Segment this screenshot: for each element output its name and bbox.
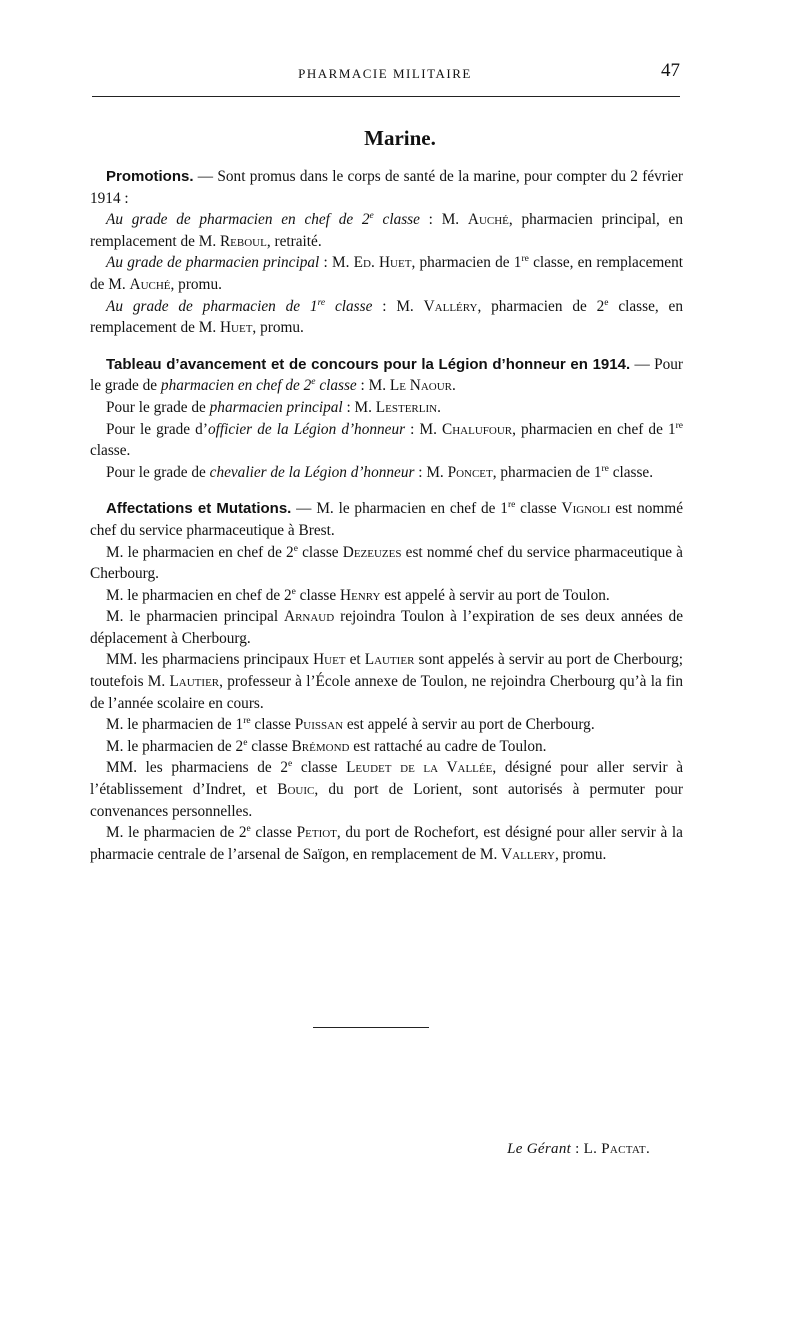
person-name: Arnaud (284, 608, 335, 626)
grade-label: Au grade de pharmacien de 1re classe (106, 297, 373, 315)
tableau-heading: Tableau d’avancement et de concours pour la Légion d’honneur en 1914. (106, 355, 631, 373)
person-name: Bouic (277, 781, 315, 799)
promotion-item: Au grade de pharmacien en chef de 2e classe : M. Auché, pharmacien principal, en remplacement de M. Reboul, retraité. (90, 211, 683, 250)
person-name: Chalufour (442, 420, 513, 438)
promotion-item: Au grade de pharmacien de 1re classe : M. Valléry, pharmacien de 2e classe, en remplacement de M. Huet, promu. (90, 297, 683, 337)
person-name: Petiot (296, 824, 337, 842)
affectation-item: M. le pharmacien de 2e classe Petiot, du port de Rochefort, est désigné pour aller servir à la pharmacie centrale de l’arsenal de Saïgon, en remplacement de M. Vallery, promu. (90, 824, 683, 863)
person-name: Leudet de la Vallée (346, 759, 493, 777)
affectation-item: MM. les pharmaciens principaux Huet et Lautier sont appelés à servir au port de Cherbourg; toutefois M. Lautier, professeur à l’École annexe de Toulon, ne rejoindra Cherbourg qu’à la fin de l’année scolaire en cours. (90, 651, 683, 712)
tableau-item: Pour le grade d’officier de la Légion d’honneur : M. Chalufour, pharmacien en chef de 1re classe. (90, 420, 683, 460)
affectation-item: MM. les pharmaciens de 2e classe Leudet de la Vallée, désigné pour aller servir à l’établissement d’Indret, et Bouic, du port de Lorient, sont autorisés à permuter pour convenances personnelles. (90, 759, 683, 820)
page-number: 47 (661, 60, 680, 81)
signature-name: L. Pactat. (583, 1141, 650, 1157)
person-name: Lautier (364, 651, 415, 669)
tableau-item: Pour le grade de pharmacien principal : M. Lesterlin. (106, 398, 441, 416)
person-name: Brémond (291, 737, 350, 755)
grade-label: pharmacien en chef de 2e classe (160, 377, 357, 395)
signature: Le Gérant : L. Pactat. (507, 1141, 650, 1157)
signature-label: Le Gérant (507, 1141, 572, 1157)
affectation-item: M. le pharmacien en chef de 2e classe Dezeuzes est nommé chef du service pharmaceutique à Cherbourg. (90, 543, 683, 583)
affectations-heading: Affectations et Mutations. (106, 500, 292, 518)
person-name: Valléry (423, 297, 478, 315)
person-name: Puissan (294, 716, 344, 734)
body-text (90, 166, 683, 865)
grade-label: Au grade de pharmacien en chef de 2e classe (106, 211, 420, 229)
running-title: PHARMACIE MILITAIRE (298, 66, 472, 81)
affectation-item: Affectations et Mutations. — M. le pharmacien en chef de 1re classe Vignoli est nommé chef du service pharmaceutique à Brest. (90, 500, 683, 539)
person-name: Huet (219, 319, 253, 337)
section-gap (90, 339, 683, 354)
person-name: Lesterlin (375, 398, 438, 416)
tableau-item: Pour le grade de chevalier de la Légion d’honneur : M. Poncet, pharmacien de 1re classe. (106, 463, 654, 481)
person-name: Dezeuzes (342, 543, 402, 561)
person-name: Auché (467, 211, 509, 229)
grade-label: officier de la Légion d’honneur (207, 420, 406, 438)
person-name: Auché (129, 275, 171, 293)
affectation-item: M. le pharmacien de 2e classe Brémond est rattaché au cadre de Toulon. (106, 737, 547, 755)
person-name: Reboul (219, 232, 267, 250)
tableau-item: Tableau d’avancement et de concours pour la Légion d’honneur en 1914. — Pour le grade de pharmacien en chef de 2e classe : M. Le Naour. (90, 355, 683, 395)
person-name: Poncet (447, 463, 493, 481)
end-rule (313, 1027, 429, 1028)
promotions-heading: Promotions. (106, 168, 194, 185)
affectation-item: M. le pharmacien de 1re classe Puissan est appelé à servir au port de Cherbourg. (106, 716, 595, 734)
person-name: Lautier (169, 673, 220, 691)
grade-label: pharmacien principal (209, 398, 343, 416)
person-name: Vignoli (561, 500, 611, 518)
section-title: Marine. (364, 126, 436, 150)
affectation-item: M. le pharmacien en chef de 2e classe Henry est appelé à servir au port de Toulon. (106, 586, 610, 604)
affectation-item: M. le pharmacien principal Arnaud rejoindra Toulon à l’expiration de ses deux années de déplacement à Cherbourg. (90, 608, 683, 647)
promotion-item: Au grade de pharmacien principal : M. Ed. Huet, pharmacien de 1re classe, en remplacement de M. Auché, promu. (90, 254, 683, 293)
grade-label: chevalier de la Légion d’honneur (209, 463, 415, 481)
section-gap (90, 483, 683, 498)
person-name: Huet (313, 651, 346, 669)
grade-label: Au grade de pharmacien principal (106, 254, 320, 272)
person-name: Vallery (501, 845, 555, 863)
running-head (90, 60, 680, 84)
promotions-intro: Promotions. — Sont promus dans le corps de santé de la marine, pour compter du 2 février 1914 : (90, 168, 684, 207)
header-rule (92, 96, 680, 97)
person-name: Henry (340, 586, 381, 604)
person-name: Le Naour (389, 377, 452, 395)
person-name: Ed. Huet (353, 254, 412, 272)
